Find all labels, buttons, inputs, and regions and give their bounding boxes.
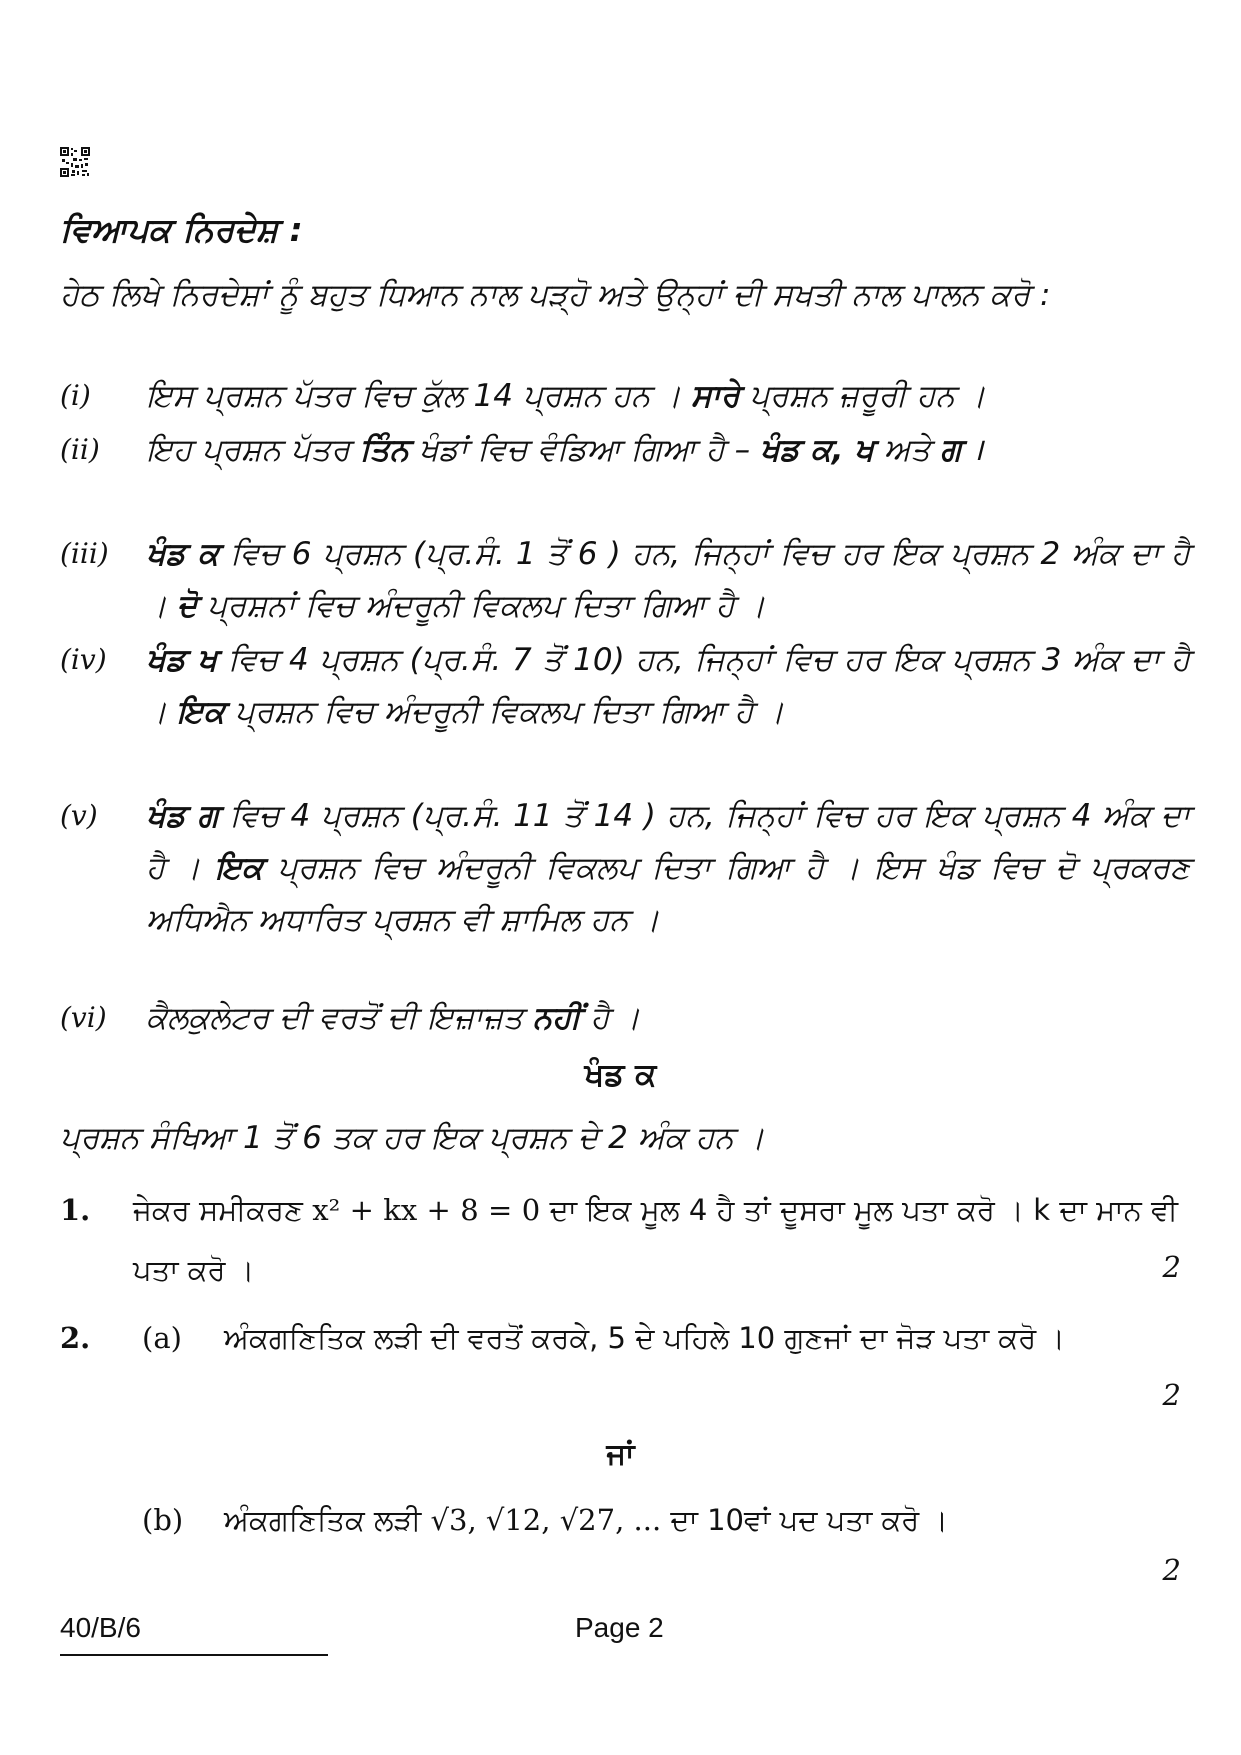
- qr-code-icon: [60, 147, 90, 177]
- sequence: √3, √12, √27, ...: [430, 1503, 662, 1537]
- section-title: ਖੰਡ ਕ: [584, 1057, 657, 1093]
- instruction-number: (ii): [60, 433, 100, 466]
- question-text: ਅੰਕਗਣਿਤਿਕ ਲੜੀ ਦੀ ਵਰਤੋਂ ਕਰਕੇ, 5 ਦੇ ਪਹਿਲੇ 10 ਗੁਣਜਾਂ ਦਾ ਜੋੜ ਪਤਾ ਕਰੋ ।: [224, 1321, 1065, 1355]
- question-1: [60, 1180, 1181, 1310]
- equation: x² + kx + 8 = 0: [312, 1193, 541, 1227]
- question-number: 1.: [60, 1193, 91, 1227]
- instruction-number: (i): [60, 379, 91, 412]
- instruction-text: ਇਹ ਪ੍ਰਸ਼ਨ ਪੱਤਰ ਤਿੰਨ ਖੰਡਾਂ ਵਿਚ ਵੰਡਿਆ ਗਿਆ ਹੈ – ਖੰਡ ਕ, ਖ ਅਤੇ ਗ ।: [146, 432, 984, 468]
- question-marks: 2: [1162, 1553, 1181, 1587]
- general-instructions-heading: ਵਿਆਪਕ ਨਿਰਦੇਸ਼ :: [60, 210, 303, 249]
- or-divider: ਜਾਂ: [606, 1437, 635, 1472]
- sub-question-label: (b): [142, 1503, 184, 1537]
- question-text: ਜੇਕਰ ਸਮੀਕਰਣ x² + kx + 8 = 0 ਦਾ ਇਕ ਮੂਲ 4 ਹੈ ਤਾਂ ਦੂਸਰਾ ਮੂਲ ਪਤਾ ਕਰੋ । k ਦਾ ਮਾਨ ਵੀ ਪਤਾ ਕਰੋ ।: [133, 1193, 1179, 1287]
- instruction-number: (vi): [60, 1001, 107, 1034]
- instruction-text: ਖੰਡ ਗ ਵਿਚ 4 ਪ੍ਰਸ਼ਨ (ਪ੍ਰ.ਸੰ. 11 ਤੋਂ 14 ) ਹਨ, ਜਿਨ੍ਹਾਂ ਵਿਚ ਹਰ ਇਕ ਪ੍ਰਸ਼ਨ 4 ਅੰਕ ਦਾ ਹੈ । ਇਕ ਪ੍ਰਸ਼ਨ ਵਿਚ ਅੰਦਰੂਨੀ ਵਿਕਲਪ ਦਿਤਾ ਗਿਆ ਹੈ । ਇਸ ਖੰਡ ਵਿਚ ਦੋ ਪ੍ਰਕਰਣ ਅਧਿਐਨ ਅਧਾਰਿਤ ਪ੍ਰਸ਼ਨ ਵੀ ਸ਼ਾਮਿਲ ਹਨ ।: [146, 798, 1190, 938]
- question-2b: [60, 1490, 1181, 1620]
- general-instructions-intro: ਹੇਠ ਲਿਖੇ ਨਿਰਦੇਸ਼ਾਂ ਨੂੰ ਬਹੁਤ ਧਿਆਨ ਨਾਲ ਪੜ੍ਹੋ ਅਤੇ ਉਨ੍ਹਾਂ ਦੀ ਸਖਤੀ ਨਾਲ ਪਾਲਨ ਕਰੋ :: [60, 277, 1051, 313]
- question-number: 2.: [60, 1321, 91, 1355]
- page-number: Page 2: [575, 1612, 664, 1643]
- instruction-number: (iii): [60, 537, 109, 570]
- instruction-text: ਖੰਡ ਕ ਵਿਚ 6 ਪ੍ਰਸ਼ਨ (ਪ੍ਰ.ਸੰ. 1 ਤੋਂ 6 ) ਹਨ, ਜਿਨ੍ਹਾਂ ਵਿਚ ਹਰ ਇਕ ਪ੍ਰਸ਼ਨ 2 ਅੰਕ ਦਾ ਹੈ । ਦੋ ਪ੍ਰਸ਼ਨਾਂ ਵਿਚ ਅੰਦਰੂਨੀ ਵਿਕਲਪ ਦਿਤਾ ਗਿਆ ਹੈ ।: [146, 536, 1190, 624]
- instruction-text: ਕੈਲਕੁਲੇਟਰ ਦੀ ਵਰਤੋਂ ਦੀ ਇਜ਼ਾਜ਼ਤ ਨਹੀਂ ਹੈ ।: [146, 1000, 641, 1036]
- section-marks-note: ਪ੍ਰਸ਼ਨ ਸੰਖਿਆ 1 ਤੋਂ 6 ਤਕ ਹਰ ਇਕ ਪ੍ਰਸ਼ਨ ਦੇ 2 ਅੰਕ ਹਨ ।: [60, 1120, 765, 1156]
- instruction-number: (iv): [60, 643, 107, 676]
- question-2a: [60, 1308, 1181, 1438]
- question-marks: 2: [1162, 1250, 1181, 1284]
- instruction-text: ਖੰਡ ਖ ਵਿਚ 4 ਪ੍ਰਸ਼ਨ (ਪ੍ਰ.ਸੰ. 7 ਤੋਂ 10) ਹਨ, ਜਿਨ੍ਹਾਂ ਵਿਚ ਹਰ ਇਕ ਪ੍ਰਸ਼ਨ 3 ਅੰਕ ਦਾ ਹੈ । ਇਕ ਪ੍ਰਸ਼ਨ ਵਿਚ ਅੰਦਰੂਨੀ ਵਿਕਲਪ ਦਿਤਾ ਗਿਆ ਹੈ ।: [146, 642, 1190, 730]
- sub-question-label: (a): [142, 1321, 182, 1355]
- question-text: ਅੰਕਗਣਿਤਿਕ ਲੜੀ √3, √12, √27, ... ਦਾ 10ਵਾਂ ਪਦ ਪਤਾ ਕਰੋ ।: [224, 1503, 949, 1537]
- footer-underline: [60, 1654, 328, 1656]
- question-marks: 2: [1162, 1378, 1181, 1412]
- instruction-text: ਇਸ ਪ੍ਰਸ਼ਨ ਪੱਤਰ ਵਿਚ ਕੁੱਲ 14 ਪ੍ਰਸ਼ਨ ਹਨ । ਸਾਰੇ ਪ੍ਰਸ਼ਨ ਜ਼ਰੂਰੀ ਹਨ ।: [146, 378, 986, 414]
- instruction-number: (v): [60, 799, 98, 832]
- paper-code: 40/B/6: [60, 1612, 141, 1643]
